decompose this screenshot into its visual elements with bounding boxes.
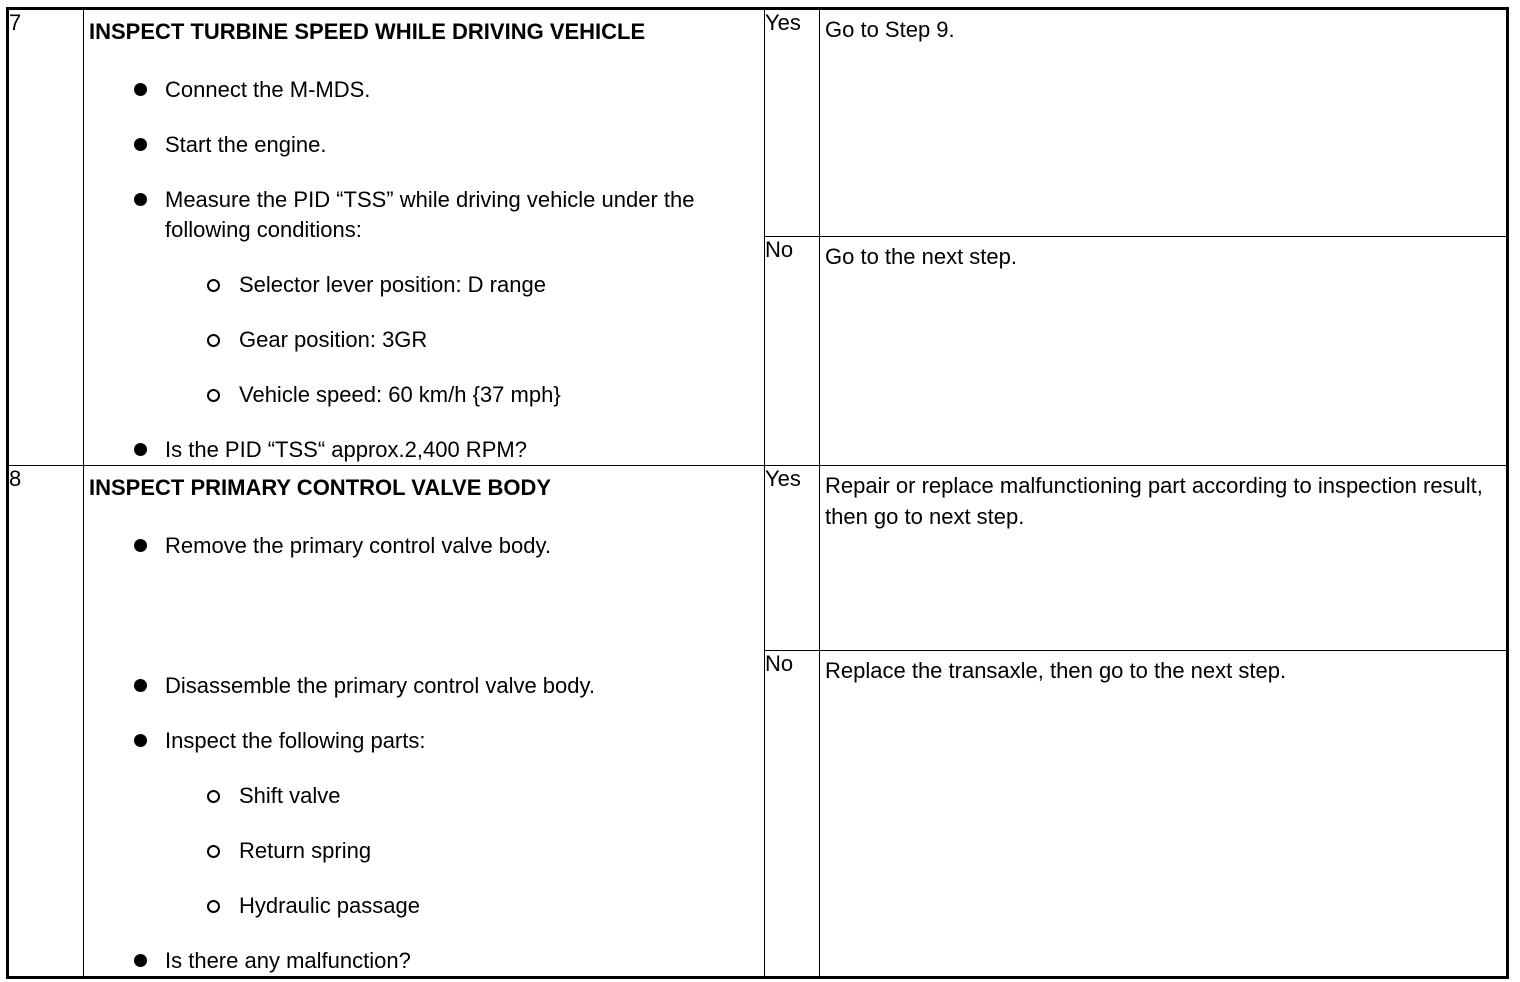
step-7-bullet-1: Connect the M-MDS. (89, 75, 764, 105)
step-7-instructions (89, 75, 764, 465)
step-7-yes-row (8, 9, 1508, 237)
step-8-yes-label: Yes (765, 466, 820, 651)
step-7-question: Is the PID “TSS“ approx.2,400 RPM? (89, 435, 764, 465)
step-8-instructions (89, 531, 764, 976)
step-8-yes-action: Repair or replace malfunctioning part according to inspection result, then go to next step. (825, 473, 1483, 529)
step-7-yes-action: Go to Step 9. (825, 17, 955, 42)
step-8-yes-cell (820, 466, 1508, 651)
step-8-body (84, 466, 765, 978)
step-8-no-cell (820, 651, 1508, 978)
step-8-title: INSPECT PRIMARY CONTROL VALVE BODY (89, 475, 552, 500)
step-7-condition-2: Gear position: 3GR (89, 325, 764, 355)
step-8-bullet-2: Disassemble the primary control valve body. (89, 671, 764, 701)
step-7-yes-cell (820, 9, 1508, 237)
step-7-no-action: Go to the next step. (825, 243, 1018, 269)
step-8-number: 8 (8, 466, 84, 978)
step-7-bullet-3: Measure the PID “TSS” while driving vehicle under the following conditions: (89, 185, 764, 245)
step-8-yes-row (8, 466, 1508, 651)
step-7-title: INSPECT TURBINE SPEED WHILE DRIVING VEHICLE (89, 19, 646, 44)
step-7-bullet-2: Start the engine. (89, 130, 764, 160)
step-7-yes-label: Yes (765, 9, 820, 237)
step-7-no-cell (820, 236, 1508, 465)
diagnostic-procedure-table (6, 7, 1509, 979)
step-8-part-1: Shift valve (89, 781, 764, 811)
step-7-condition-3: Vehicle speed: 60 km/h {37 mph} (89, 380, 764, 410)
step-7-no-label: No (765, 236, 820, 465)
step-8-no-label: No (765, 651, 820, 978)
step-7-number: 7 (8, 9, 84, 466)
step-8-part-2: Return spring (89, 836, 764, 866)
step-8-bullet-1: Remove the primary control valve body. (89, 531, 764, 561)
step-7-condition-1: Selector lever position: D range (89, 270, 764, 300)
step-7-body (84, 9, 765, 466)
step-8-bullet-3: Inspect the following parts: (89, 726, 764, 756)
step-8-part-3: Hydraulic passage (89, 891, 764, 921)
step-8-no-action: Replace the transaxle, then go to the next step. (825, 658, 1287, 684)
step-8-question: Is there any malfunction? (89, 946, 764, 976)
